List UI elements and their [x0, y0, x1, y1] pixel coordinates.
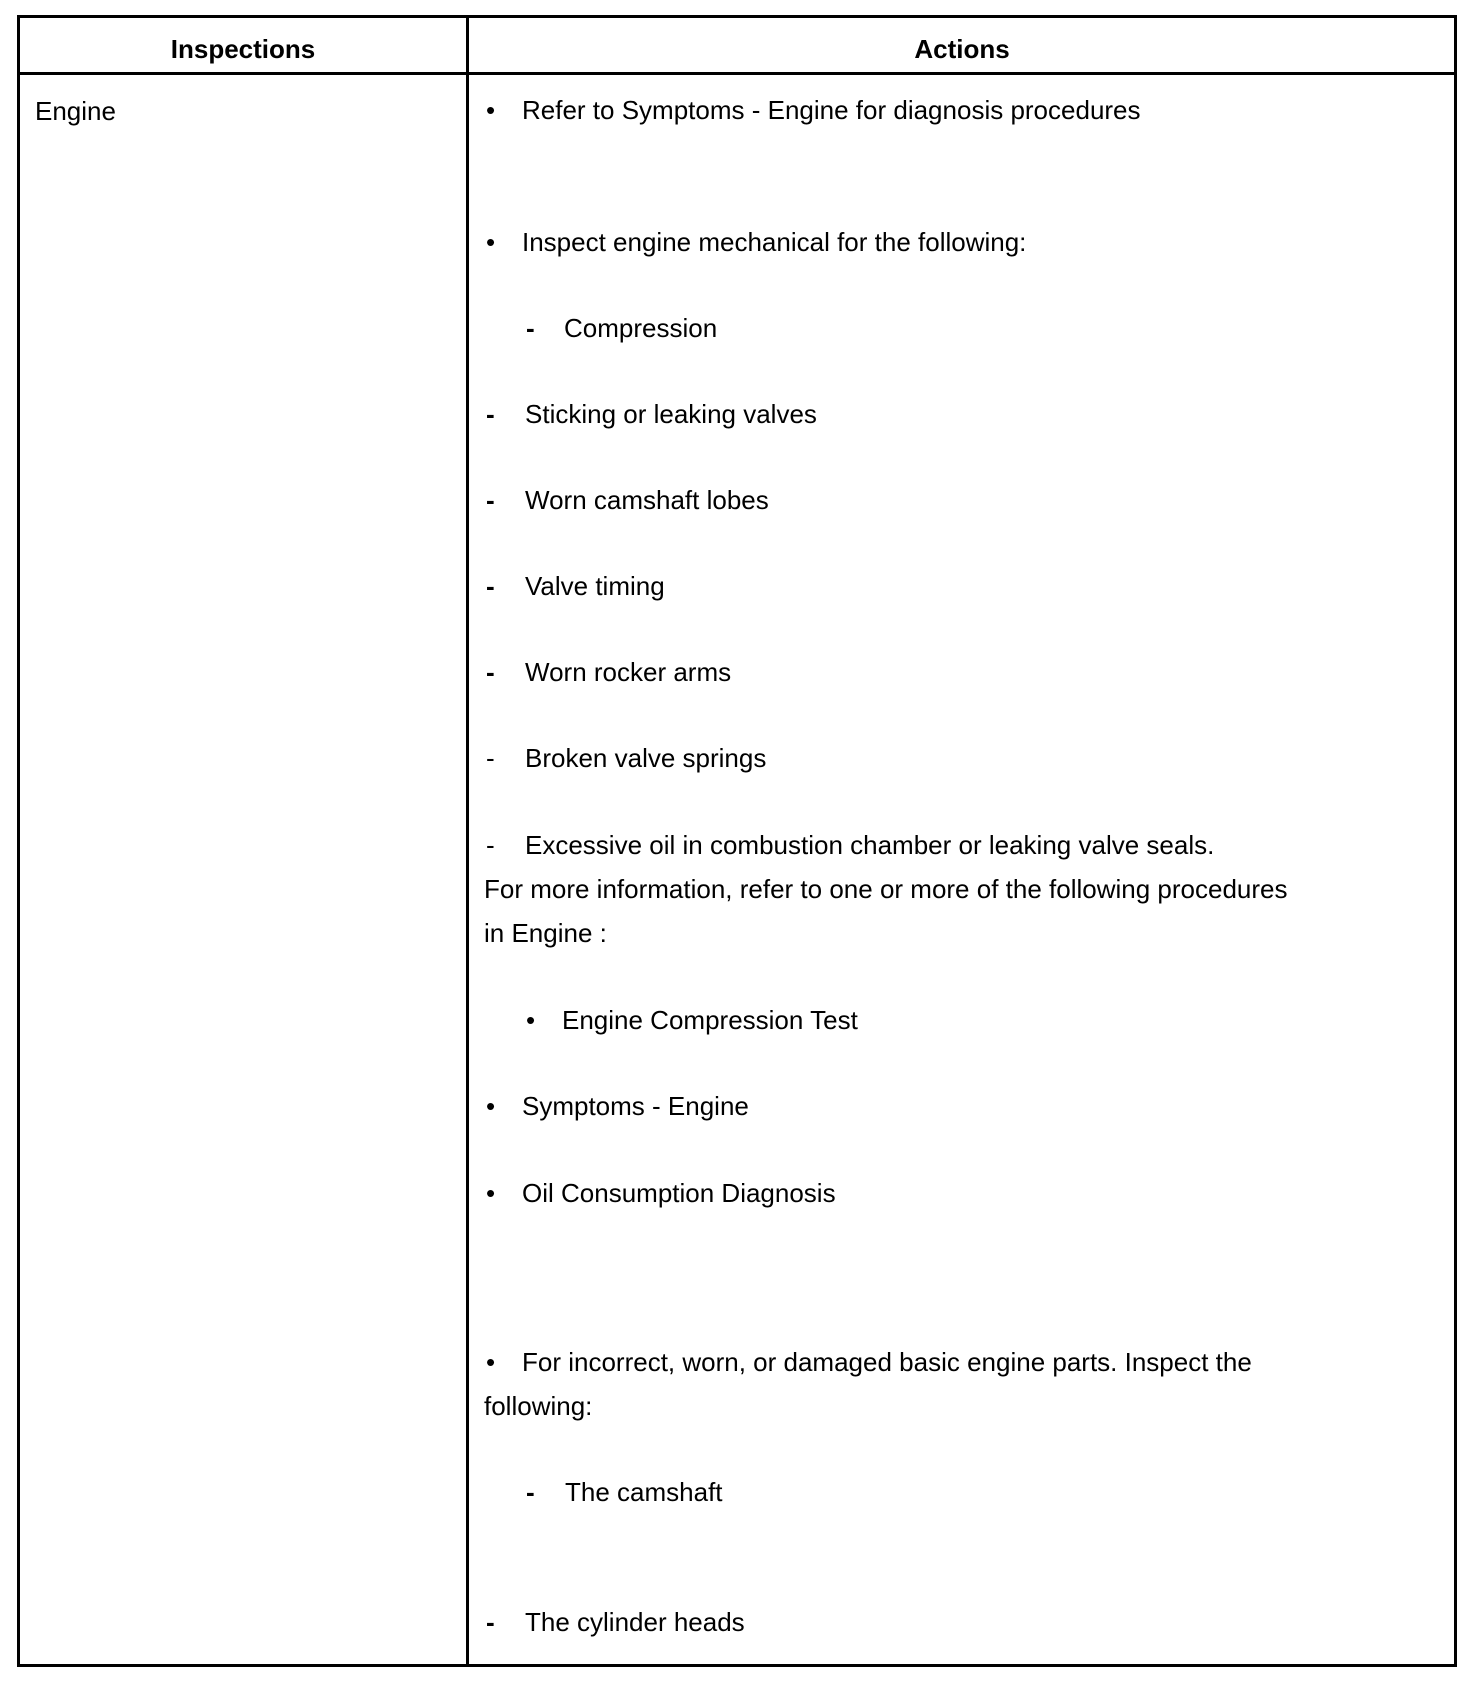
column-divider	[466, 15, 469, 1667]
action-item-3: For incorrect, worn, or damaged basic engine parts. Inspect the	[522, 1347, 1252, 1377]
action-item-3-continued: following:	[484, 1391, 593, 1421]
sub-item-valve-springs: Broken valve springs	[525, 743, 767, 773]
dash-marker: -	[486, 485, 495, 515]
sub-item-camshaft-lobes: Worn camshaft lobes	[525, 485, 769, 515]
dash-marker: -	[486, 743, 495, 773]
bullet-marker: •	[526, 1005, 536, 1035]
dash-marker: -	[526, 1477, 535, 1507]
header-divider	[17, 72, 1457, 75]
action-item-1: Refer to Symptoms - Engine for diagnosis procedures	[522, 95, 1141, 125]
header-actions: Actions	[914, 34, 1010, 64]
dash-marker: -	[486, 399, 495, 429]
part-cylinder-heads: The cylinder heads	[525, 1607, 745, 1637]
inspection-engine: Engine	[35, 96, 116, 126]
procedure-symptoms-engine: Symptoms - Engine	[522, 1091, 749, 1121]
bullet-marker: •	[486, 1178, 496, 1208]
dash-marker: -	[486, 657, 495, 687]
part-camshaft: The camshaft	[565, 1477, 723, 1507]
dash-marker: -	[526, 313, 535, 343]
sub-item-compression: Compression	[564, 313, 718, 343]
sub-item-rocker-arms: Worn rocker arms	[525, 657, 732, 687]
sub-item-valves: Sticking or leaking valves	[525, 399, 817, 429]
procedure-compression-test: Engine Compression Test	[562, 1005, 858, 1035]
dash-marker: -	[486, 1607, 495, 1637]
procedure-oil-consumption: Oil Consumption Diagnosis	[522, 1178, 836, 1208]
info-text-line-2: in Engine :	[484, 918, 607, 948]
dash-marker: -	[486, 830, 495, 860]
header-inspections: Inspections	[170, 34, 316, 64]
info-text-line-1: For more information, refer to one or more of the following procedures	[484, 874, 1288, 904]
dash-marker: -	[486, 571, 495, 601]
bullet-marker: •	[486, 227, 496, 257]
bullet-marker: •	[486, 1347, 496, 1377]
sub-item-excessive-oil: Excessive oil in combustion chamber or leaking valve seals.	[525, 830, 1215, 860]
bullet-marker: •	[486, 1091, 496, 1121]
bullet-marker: •	[486, 95, 496, 125]
sub-item-valve-timing: Valve timing	[525, 571, 665, 601]
action-item-2: Inspect engine mechanical for the following:	[522, 227, 1027, 257]
